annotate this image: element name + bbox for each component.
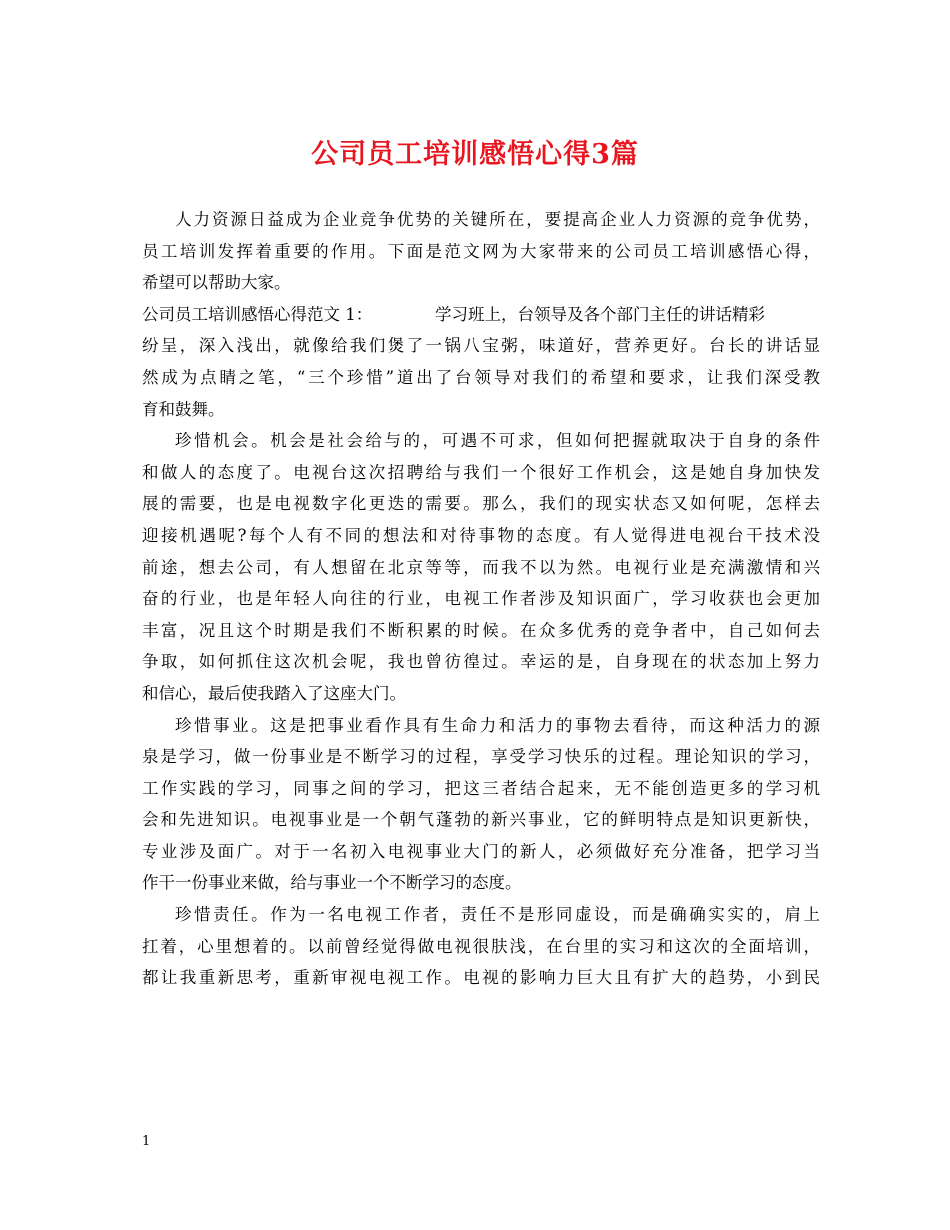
intro-line: 希望可以帮助大家。 xyxy=(142,273,291,293)
paragraph-responsibility-line: 珍惜责任。作为一名电视工作者，责任不是形同虚设，而是确确实实的，肩上 xyxy=(175,905,820,925)
page-number: 1 xyxy=(142,1134,151,1149)
intro-line: 员工培训发挥着重要的作用。下面是范文网为大家带来的公司员工培训感悟心得， xyxy=(142,241,820,261)
paragraph-opportunity-line: 展的需要，也是电视数字化更迭的需要。那么，我们的现实状态又如何呢，怎样去 xyxy=(142,494,820,514)
sample-first-line: 学习班上，台领导及各个部门主任的讲话精彩 xyxy=(435,304,765,324)
paragraph-opportunity-line: 丰富，况且这个时期是我们不断积累的时候。在众多优秀的竞争者中，自己如何去 xyxy=(142,620,820,640)
paragraph-opportunity-line: 迎接机遇呢?每个人有不同的想法和对待事物的态度。有人觉得进电视台干技术没 xyxy=(142,525,820,545)
intro-line: 人力资源日益成为企业竞争优势的关键所在，要提高企业人力资源的竞争优势， xyxy=(175,210,820,229)
sample-heading: 公司员工培训感悟心得范文 1： xyxy=(142,304,373,324)
paragraph-responsibility-line: 都让我重新思考，重新审视电视工作。电视的影响力巨大且有扩大的趋势，小到民 xyxy=(142,968,820,988)
paragraph-opportunity-line: 争取，如何抓住这次机会呢，我也曾彷徨过。幸运的是，自身现在的状态加上努力 xyxy=(142,652,820,672)
sample-line: 然成为点睛之笔，“三个珍惜”道出了台领导对我们的希望和要求，让我们深受教 xyxy=(142,367,820,387)
paragraph-career-line: 工作实践的学习，同事之间的学习，把这三者结合起来，无不能创造更多的学习机 xyxy=(142,778,820,798)
paragraph-career-line: 作干一份事业来做，给与事业一个不断学习的态度。 xyxy=(142,873,522,893)
paragraph-career-line: 专业涉及面广。对于一名初入电视事业大门的新人，必须做好充分准备，把学习当 xyxy=(142,841,820,861)
paragraph-career-line: 泉是学习，做一份事业是不断学习的过程，享受学习快乐的过程。理论知识的学习， xyxy=(142,747,820,767)
sample-line: 纷呈，深入浅出，就像给我们煲了一锅八宝粥，味道好，营养更好。台长的讲话显 xyxy=(142,336,820,356)
paragraph-responsibility-line: 扛着，心里想着的。以前曾经觉得做电视很肤浅，在台里的实习和这次的全面培训， xyxy=(142,936,820,956)
paragraph-opportunity-line: 前途，想去公司，有人想留在北京等等，而我不以为然。电视行业是充满激情和兴 xyxy=(142,557,820,577)
paragraph-opportunity-line: 和信心，最后使我踏入了这座大门。 xyxy=(142,683,406,703)
paragraph-opportunity-line: 和做人的态度了。电视台这次招聘给与我们一个很好工作机会，这是她自身加快发 xyxy=(142,462,820,482)
sample-heading-row xyxy=(142,299,820,331)
document-title: 公司员工培训感悟心得3篇 xyxy=(311,139,639,170)
document-body xyxy=(142,204,820,994)
paragraph-career-line: 会和先进知识。电视事业是一个朝气蓬勃的新兴事业，它的鲜明特点是知识更新快， xyxy=(142,810,820,830)
paragraph-opportunity-line: 珍惜机会。机会是社会给与的，可遇不可求，但如何把握就取决于自身的条件 xyxy=(175,431,820,451)
paragraph-opportunity-line: 奋的行业，也是年轻人向往的行业，电视工作者涉及知识面广，学习收获也会更加 xyxy=(142,589,820,609)
paragraph-career-line: 珍惜事业。这是把事业看作具有生命力和活力的事物去看待，而这种活力的源 xyxy=(175,715,820,735)
sample-line: 育和鼓舞。 xyxy=(142,399,225,419)
